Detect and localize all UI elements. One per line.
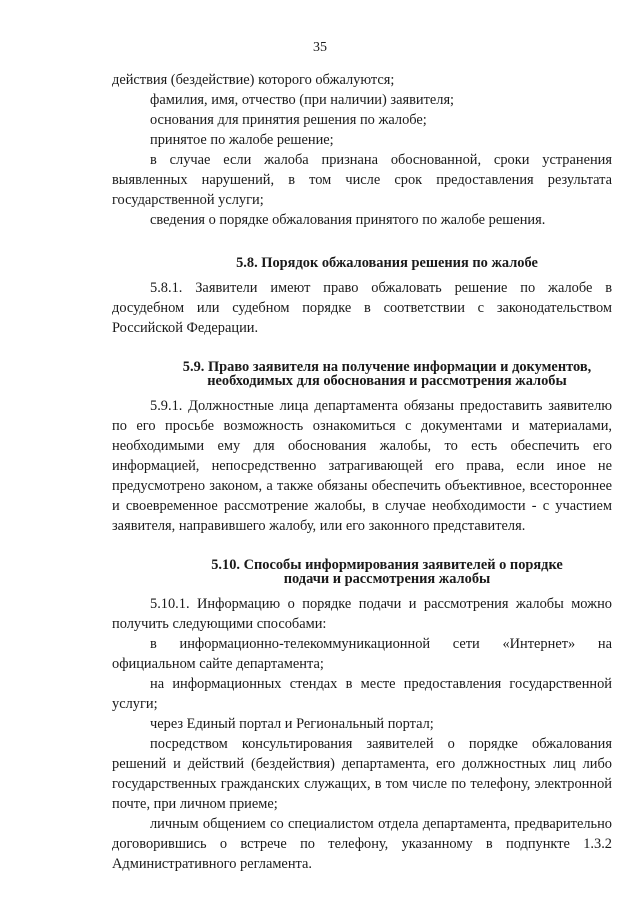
list-item: действия (бездействие) которого обжалуются; xyxy=(112,72,395,88)
list-item: на информационных стендах в месте предоставления государственной услуги; xyxy=(112,676,612,712)
section-heading-5-10 xyxy=(112,558,612,586)
list-item: в информационно-телекоммуникационной сети «Интернет» на официальном сайте департамента; xyxy=(112,636,612,672)
page-content xyxy=(112,70,612,874)
list-item: сведения о порядке обжалования принятого по жалобе решения. xyxy=(150,212,546,228)
section-paragraph: 5.10.1. Информацию о порядке подачи и рассмотрения жалобы можно получить следующими способами: xyxy=(112,596,612,632)
list-item: фамилия, имя, отчество (при наличии) заявителя; xyxy=(150,92,455,108)
list-item: через Единый портал и Региональный портал; xyxy=(150,716,434,732)
list-item: в случае если жалоба признана обоснованной, сроки устранения выявленных нарушений, в том числе срок предоставления результата государственной услуги; xyxy=(112,152,612,208)
list-item: основания для принятия решения по жалобе; xyxy=(150,112,427,128)
section-paragraph: 5.9.1. Должностные лица департамента обязаны предоставить заявителю по его просьбе возможность ознакомиться с документами и материалами, необходимыми ему для обоснования жалобы, то есть обеспечить его информацией, непосредственно затрагивающей его права, если иное не предусмотрено законом, а также обязаны обеспечить объективное, всестороннее и своевременное рассмотрение жалобы, в случае необходимости - с участием заявителя, направившего жалобу, или его законного представителя. xyxy=(112,398,612,534)
page-number: 35 xyxy=(313,40,327,55)
heading-line: подачи и рассмотрения жалобы xyxy=(283,571,491,587)
list-item: личным общением со специалистом отдела департамента, предварительно договорившись о встрече по телефону, указанному в подпункте 1.3.2 Административного регламента. xyxy=(112,816,612,872)
heading-line: 5.9. Право заявителя на получение информации и документов, xyxy=(182,359,592,375)
section-heading-5-8: 5.8. Порядок обжалования решения по жалобе xyxy=(236,255,538,271)
section-paragraph: 5.8.1. Заявители имеют право обжаловать решение по жалобе в досудебном или судебном порядке в соответствии с законодательством Российской Федерации. xyxy=(112,280,612,336)
section-heading-5-9 xyxy=(112,360,612,388)
list-item: принятое по жалобе решение; xyxy=(150,132,334,148)
heading-line: 5.10. Способы информирования заявителей о порядке xyxy=(211,557,563,573)
heading-line: необходимых для обоснования и рассмотрения жалобы xyxy=(207,373,567,389)
list-item: посредством консультирования заявителей о порядке обжалования решений и действий (бездействия) департамента, его должностных лиц либо государственных гражданских служащих, в том числе по телефону, электронной почте, при личном приеме; xyxy=(112,736,612,812)
